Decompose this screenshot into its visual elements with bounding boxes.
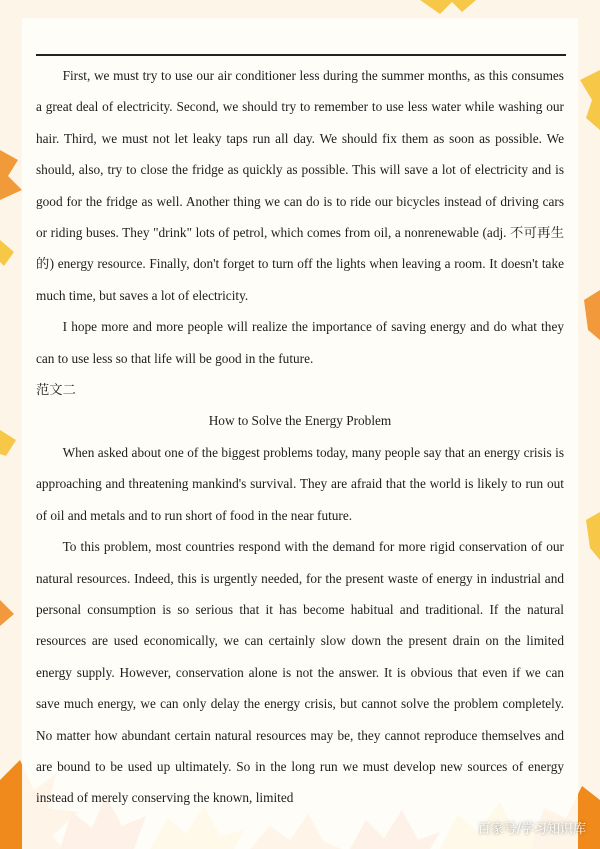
maple-leaf-icon — [0, 430, 16, 456]
maple-leaf-icon — [0, 600, 14, 626]
maple-leaf-icon — [0, 240, 14, 266]
body-paragraph: First, we must try to use our air conditioner less during the summer months, as this consumes a great deal of electricity. Second, we should try to remember to use less water while washing our hair. Third, we must not let leaky taps run all day. We should fix them as soon as possible. We should, also, try to close the fridge as quickly as possible. This will save a lot of electricity and is good for the fridge as well. Another thing we can do is to ride our bicycles instead of driving cars or riding buses. They "drink" lots of petrol, which comes from oil, a nonrenewable (adj. 不可再生的) energy resource. Finally, don't forget to turn off the lights when leaving a room. It doesn't take much time, but saves a lot of electricity. — [36, 68, 564, 303]
maple-leaf-icon — [586, 512, 600, 560]
body-paragraph: I hope more and more people will realize the importance of saving energy and do what they can to use less so that life will be good in the future. — [36, 319, 564, 366]
watermark: 百家号/学习知识库 — [477, 822, 586, 837]
essay-paragraph: To this problem, most countries respond with the demand for more rigid conservation of our natural resources. Indeed, this is urgently needed, for the present waste of energy in industrial and personal consumption is so serious that it has become habitual and traditional. If the natural resources are used economically, we can certainly slow down the present drain on the limited energy supply. However, conservation alone is not the answer. It is obvious that even if we can save much energy, we can only delay the energy crisis, but cannot solve the problem completely. No matter how abundant certain natural resources may be, they cannot reproduce themselves and are bound to be used up ultimately. So in the long run we must develop new sources of energy instead of merely conserving the known, limited — [36, 539, 564, 806]
section-label: 范文二 — [36, 382, 76, 398]
essay-paragraph: When asked about one of the biggest problems today, many people say that an energy crisis is approaching and threatening mankind's survival. They are afraid that the world is likely to run out of oil and metals and to run short of food in the near future. — [36, 444, 564, 523]
maple-leaf-icon — [580, 70, 600, 130]
top-rule-divider — [36, 54, 566, 56]
document-body — [36, 60, 564, 814]
essay-title: How to Solve the Energy Problem — [208, 413, 392, 429]
maple-leaf-icon — [420, 0, 476, 14]
maple-leaf-icon — [0, 150, 22, 200]
maple-leaf-icon — [584, 290, 600, 340]
